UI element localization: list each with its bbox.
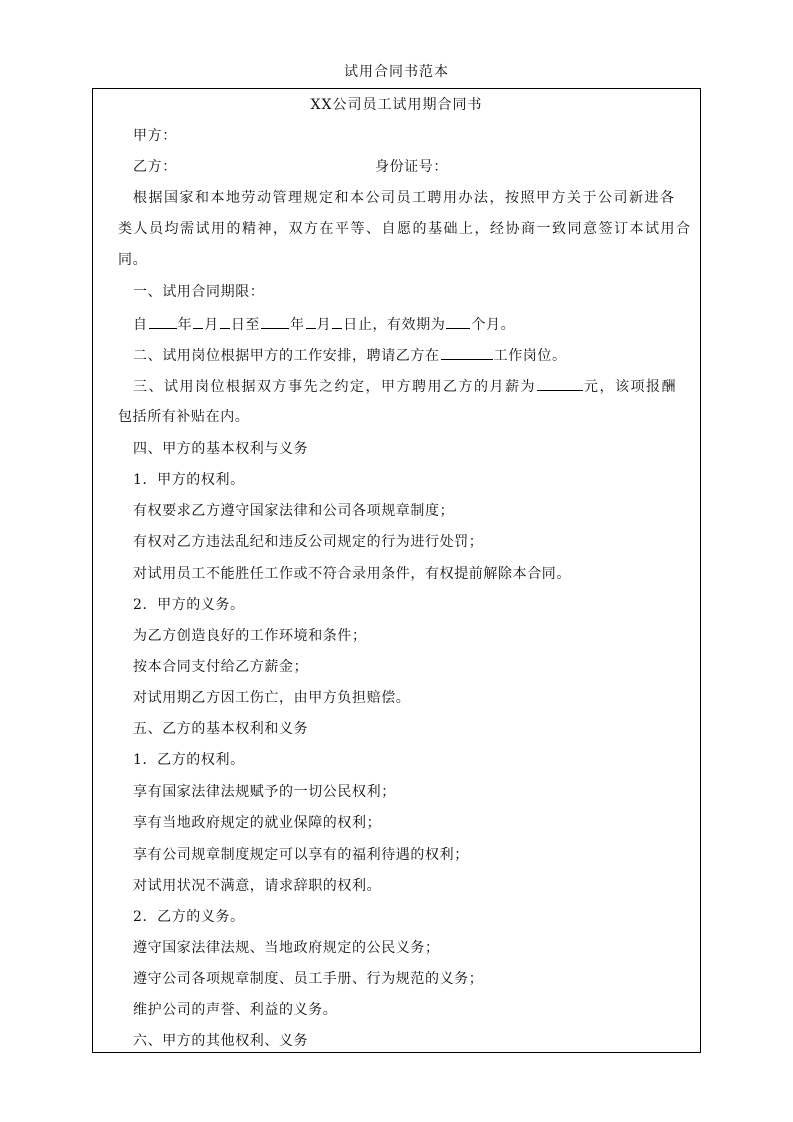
id-number-label: 身份证号： [375, 159, 448, 175]
trial-period-row [133, 314, 515, 335]
party-b-right-item: 享有国家法律法规赋予的一切公民权利； [133, 784, 396, 800]
start-year-blank [149, 314, 177, 329]
party-b-row [133, 157, 673, 177]
party-a-rights-heading: 1．甲方的权利。 [133, 472, 245, 488]
section3-text-end: 元，该项报酬 [584, 379, 677, 395]
section5-heading: 五、乙方的基本权利和义务 [133, 721, 309, 737]
period-end-text: 日止，有效期为 [343, 317, 446, 333]
period-year-text: 年 [177, 317, 193, 333]
salary-blank [537, 376, 583, 391]
party-b-right-item: 享有当地政府规定的就业保障的权利； [133, 815, 382, 831]
intro-line-3: 同。 [118, 252, 148, 268]
party-b-duties-heading: 2．乙方的义务。 [133, 909, 245, 925]
end-day-blank [332, 314, 342, 329]
party-a-duty-item: 为乙方创造良好的工作环境和条件； [133, 628, 367, 644]
period-month-text: 月 [204, 317, 219, 333]
period-year-text-2: 年 [290, 317, 305, 333]
section3-text: 三、试用岗位根据双方事先之约定，甲方聘用乙方的月薪为 [133, 379, 536, 395]
party-a-duty-item: 对试用期乙方因工伤亡，由甲方负担赔偿。 [133, 690, 411, 706]
period-day-text: 日至 [230, 317, 261, 333]
party-b-label: 乙方： [133, 159, 177, 175]
start-day-blank [220, 314, 230, 329]
end-year-blank [261, 314, 289, 329]
period-months-text: 个月。 [471, 317, 516, 333]
section3-row [133, 376, 677, 397]
section2-text: 二、试用岗位根据甲方的工作安排，聘请乙方在 [133, 348, 440, 364]
party-b-duty-item: 遵守公司各项规章制度、员工手册、行为规范的义务； [133, 971, 484, 987]
section1-heading: 一、试用合同期限： [133, 284, 265, 300]
party-a-duty-item: 按本合同支付给乙方薪金； [133, 659, 309, 675]
intro-line-2: 类人员均需试用的精神，双方在平等、自愿的基础上，经协商一致同意签订本试用合 [118, 221, 692, 237]
page-header-title: 试用合同书范本 [344, 64, 449, 80]
party-a-duties-heading: 2．甲方的义务。 [133, 597, 245, 613]
party-b-duty-item: 维护公司的声誉、利益的义务。 [133, 1002, 338, 1018]
section4-heading: 四、甲方的基本权利与义务 [133, 441, 309, 457]
section2-text-end: 工作岗位。 [493, 348, 567, 364]
start-month-blank [193, 314, 203, 329]
party-b-duty-item: 遵守国家法律法规、当地政府规定的公民义务； [133, 940, 440, 956]
party-a-right-item: 有权对乙方违法乱纪和违反公司规定的行为进行处罚； [133, 534, 484, 550]
party-b-rights-heading: 1．乙方的权利。 [133, 752, 245, 768]
section2-row [133, 345, 567, 366]
contract-box [92, 88, 701, 1053]
period-month-text-2: 月 [316, 317, 332, 333]
section3-line-2: 包括所有补贴在内。 [118, 409, 250, 425]
party-b-right-item: 享有公司规章制度规定可以享有的福利待遇的权利； [133, 847, 469, 863]
intro-line-1: 根据国家和本地劳动管理规定和本公司员工聘用办法，按照甲方关于公司新进各 [133, 190, 676, 206]
party-a-label: 甲方： [133, 128, 177, 144]
party-a-right-item: 有权要求乙方遵守国家法律和公司各项规章制度； [133, 503, 455, 519]
contract-title: XX公司员工试用期合同书 [310, 97, 483, 113]
party-a-right-item: 对试用员工不能胜任工作或不符合录用条件，有权提前解除本合同。 [133, 566, 571, 582]
period-from-text: 自 [133, 317, 148, 333]
months-blank [446, 314, 470, 329]
party-b-right-item: 对试用状况不满意，请求辞职的权利。 [133, 878, 382, 894]
position-blank [441, 345, 493, 360]
section6-heading: 六、甲方的其他权利、义务 [133, 1033, 309, 1049]
end-month-blank [306, 314, 316, 329]
